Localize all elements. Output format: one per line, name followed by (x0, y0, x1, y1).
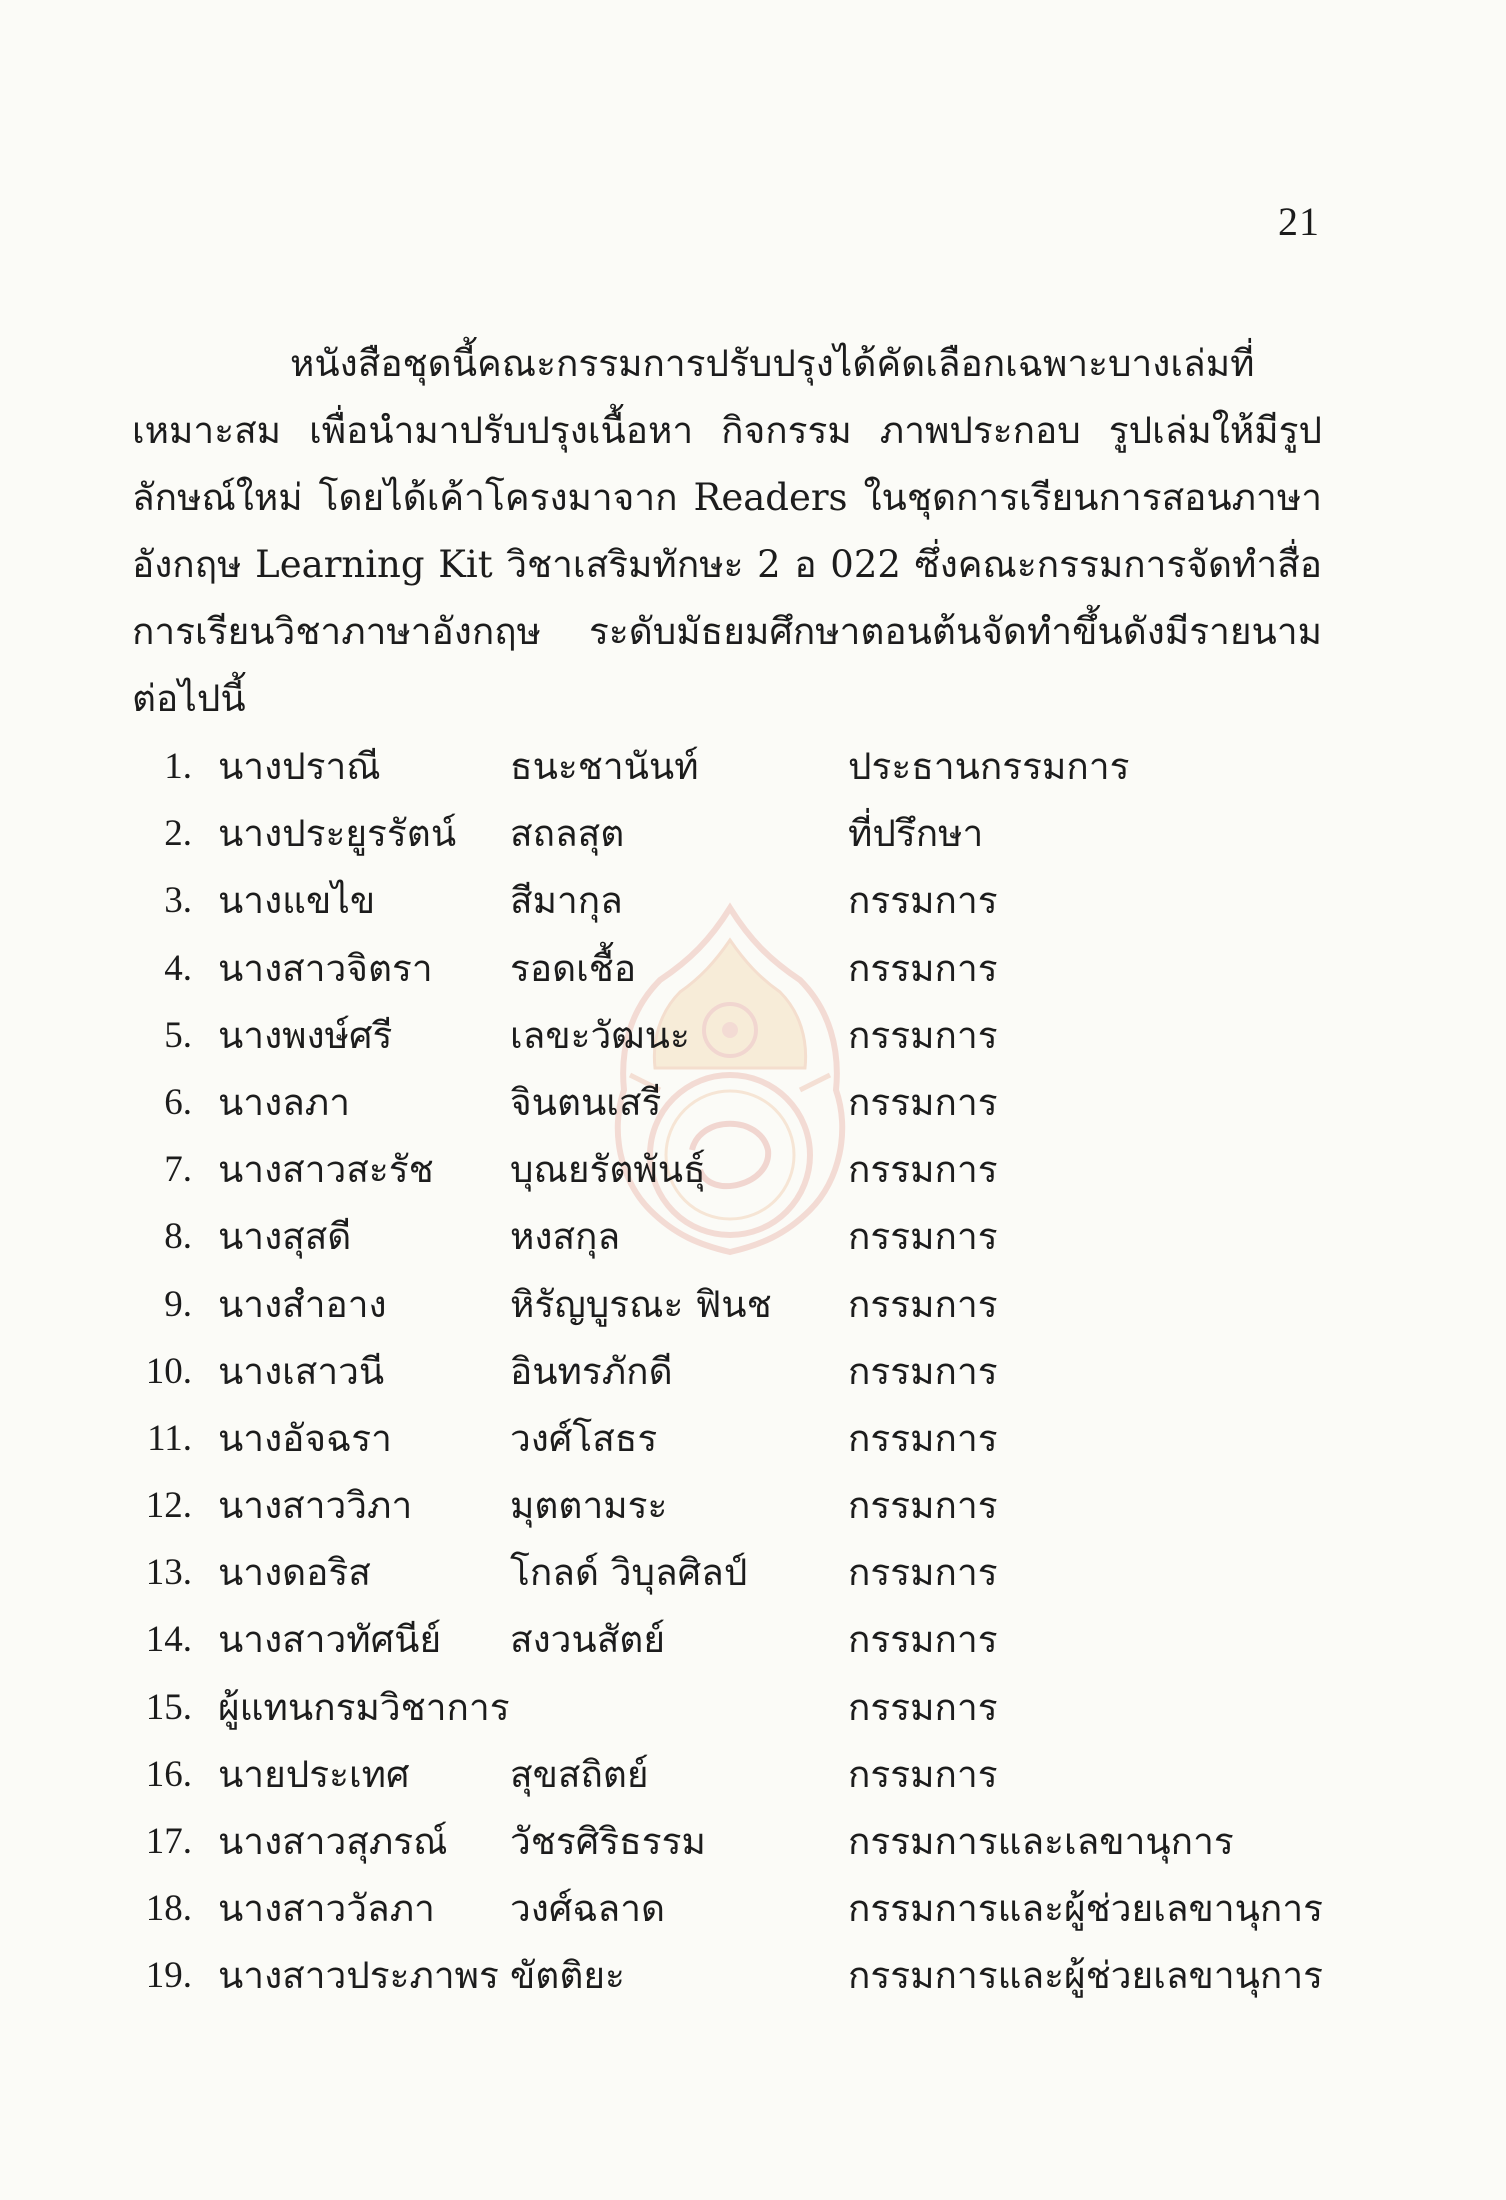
member-number: 3. (164, 880, 192, 922)
member-row (132, 1741, 1382, 1808)
intro-paragraph: หนังสือชุดนี้คณะกรรมการปรับปรุงได้คัดเลือกเฉพาะบางเล่มที่เหมาะสม เพื่อนำมาปรับปรุงเนื้อหา กิจกรรม ภาพประกอบ รูปเล่มให้มีรูปลักษณ์ใหม่ โดยได้เค้าโครงมาจาก Readers ในชุดการเรียนการสอนภาษาอังกฤษ Learning Kit วิชาเสริมทักษะ 2 อ 022 ซึ่งคณะกรรมการจัดทำสื่อการเรียนวิชาภาษาอังกฤษ ระดับมัธยมศึกษาตอนต้นจัดทำขึ้นดังมีรายนามต่อไปนี้ (132, 342, 1322, 720)
member-number: 12. (145, 1485, 192, 1527)
member-row (132, 1069, 1382, 1136)
member-row (132, 935, 1382, 1002)
member-role: กรรมการ (848, 1416, 998, 1460)
member-last-name: รอดเชื้อ (510, 946, 637, 990)
member-role: กรรมการและผู้ช่วยเลขานุการ (848, 1954, 1323, 1998)
member-role: ที่ปรึกษา (848, 812, 984, 856)
member-number: 5. (164, 1014, 192, 1056)
member-last-name: สีมากุล (510, 879, 623, 923)
member-role: กรรมการและเลขานุการ (848, 1820, 1234, 1863)
member-row (132, 1674, 1382, 1741)
member-number: 7. (164, 1149, 192, 1191)
member-row (132, 800, 1382, 867)
member-row (132, 1808, 1382, 1875)
member-first-name: นางลภา (218, 1080, 350, 1124)
member-row (132, 867, 1382, 934)
member-row (132, 1203, 1382, 1270)
committee-member-list (132, 733, 1382, 2010)
member-last-name: ธนะชานันท์ (510, 745, 699, 788)
member-first-name: นางเสาวนี (218, 1349, 385, 1393)
member-number: 17. (145, 1821, 192, 1862)
member-last-name: สุขสถิตย์ (510, 1752, 649, 1796)
member-last-name: วงศ์ฉลาด (510, 1887, 666, 1931)
member-role: กรรมการ (848, 879, 998, 923)
member-row (132, 1002, 1382, 1069)
member-first-name: นางสำอาง (218, 1282, 387, 1326)
member-role: กรรมการ (848, 1349, 998, 1393)
member-row (132, 733, 1382, 800)
member-row (132, 1405, 1382, 1472)
member-number: 1. (164, 746, 192, 787)
member-number: 10. (145, 1350, 192, 1392)
member-role: กรรมการ (848, 946, 998, 990)
member-first-name: นางสาววัลภา (218, 1887, 435, 1931)
member-row (132, 1539, 1382, 1606)
member-first-name: นางสุสดี (218, 1215, 352, 1259)
page-number: 21 (1278, 199, 1320, 244)
member-number: 6. (164, 1081, 192, 1123)
member-role: กรรมการ (848, 1013, 998, 1057)
member-role: กรรมการ (848, 1484, 998, 1528)
member-last-name: ขัตติยะ (510, 1954, 625, 1998)
member-first-name: นางประยูรรัตน์ (218, 812, 457, 856)
member-last-name: อินทรภักดี (510, 1349, 673, 1393)
member-first-name: ผู้แทนกรมวิชาการ (218, 1685, 510, 1729)
member-last-name: บุณยรัตพันธุ์ (510, 1148, 706, 1192)
member-number: 2. (164, 813, 192, 855)
member-first-name: นางสาวสุภรณ์ (218, 1820, 448, 1863)
member-role: กรรมการ (848, 1282, 998, 1326)
member-role: กรรมการ (848, 1551, 998, 1595)
member-first-name: นางปราณี (218, 745, 381, 788)
member-first-name: นางดอริส (218, 1551, 371, 1595)
member-last-name: วัชรศิริธรรม (510, 1820, 706, 1863)
member-row (132, 1271, 1382, 1338)
member-number: 13. (145, 1552, 192, 1594)
member-row (132, 1338, 1382, 1405)
member-number: 11. (147, 1417, 192, 1459)
member-last-name: สถลสุต (510, 812, 625, 856)
member-last-name: มุตตามระ (510, 1484, 668, 1528)
member-first-name: นางสาวประภาพร (218, 1954, 499, 1998)
member-last-name: หิรัญบูรณะ ฟินช (510, 1282, 772, 1326)
member-number: 18. (145, 1888, 192, 1930)
member-first-name: นายประเทศ (218, 1752, 410, 1796)
member-first-name: นางสาวทัศนีย์ (218, 1618, 442, 1662)
member-role: ประธานกรรมการ (848, 745, 1130, 788)
member-last-name: เลขะวัฒนะ (510, 1013, 690, 1057)
member-role: กรรมการและผู้ช่วยเลขานุการ (848, 1887, 1323, 1931)
member-role: กรรมการ (848, 1215, 998, 1259)
member-row (132, 1606, 1382, 1673)
member-row (132, 1472, 1382, 1539)
member-role: กรรมการ (848, 1618, 998, 1662)
member-last-name: หงสกุล (510, 1215, 621, 1259)
member-role: กรรมการ (848, 1752, 998, 1796)
member-row (132, 1942, 1382, 2009)
member-last-name: โกลด์ วิบุลศิลป์ (510, 1551, 748, 1595)
member-last-name: สงวนสัตย์ (510, 1618, 666, 1662)
member-number: 9. (164, 1283, 192, 1325)
member-number: 16. (145, 1753, 192, 1795)
member-last-name: จินตนเสรี (510, 1080, 662, 1124)
member-first-name: นางอัจฉรา (218, 1416, 392, 1460)
member-number: 15. (145, 1686, 192, 1728)
member-first-name: นางสาวสะรัช (218, 1148, 434, 1192)
member-first-name: นางพงษ์ศรี (218, 1013, 393, 1057)
member-row (132, 1875, 1382, 1942)
member-role: กรรมการ (848, 1685, 998, 1729)
member-number: 4. (164, 947, 192, 989)
member-role: กรรมการ (848, 1080, 998, 1124)
member-first-name: นางแขไข (218, 879, 376, 923)
member-first-name: นางสาวจิตรา (218, 946, 433, 990)
member-role: กรรมการ (848, 1148, 998, 1192)
member-number: 19. (145, 1955, 192, 1997)
member-last-name: วงศ์โสธร (510, 1416, 658, 1460)
member-number: 14. (145, 1619, 192, 1661)
member-number: 8. (164, 1216, 192, 1258)
member-first-name: นางสาววิภา (218, 1484, 413, 1528)
member-row (132, 1136, 1382, 1203)
